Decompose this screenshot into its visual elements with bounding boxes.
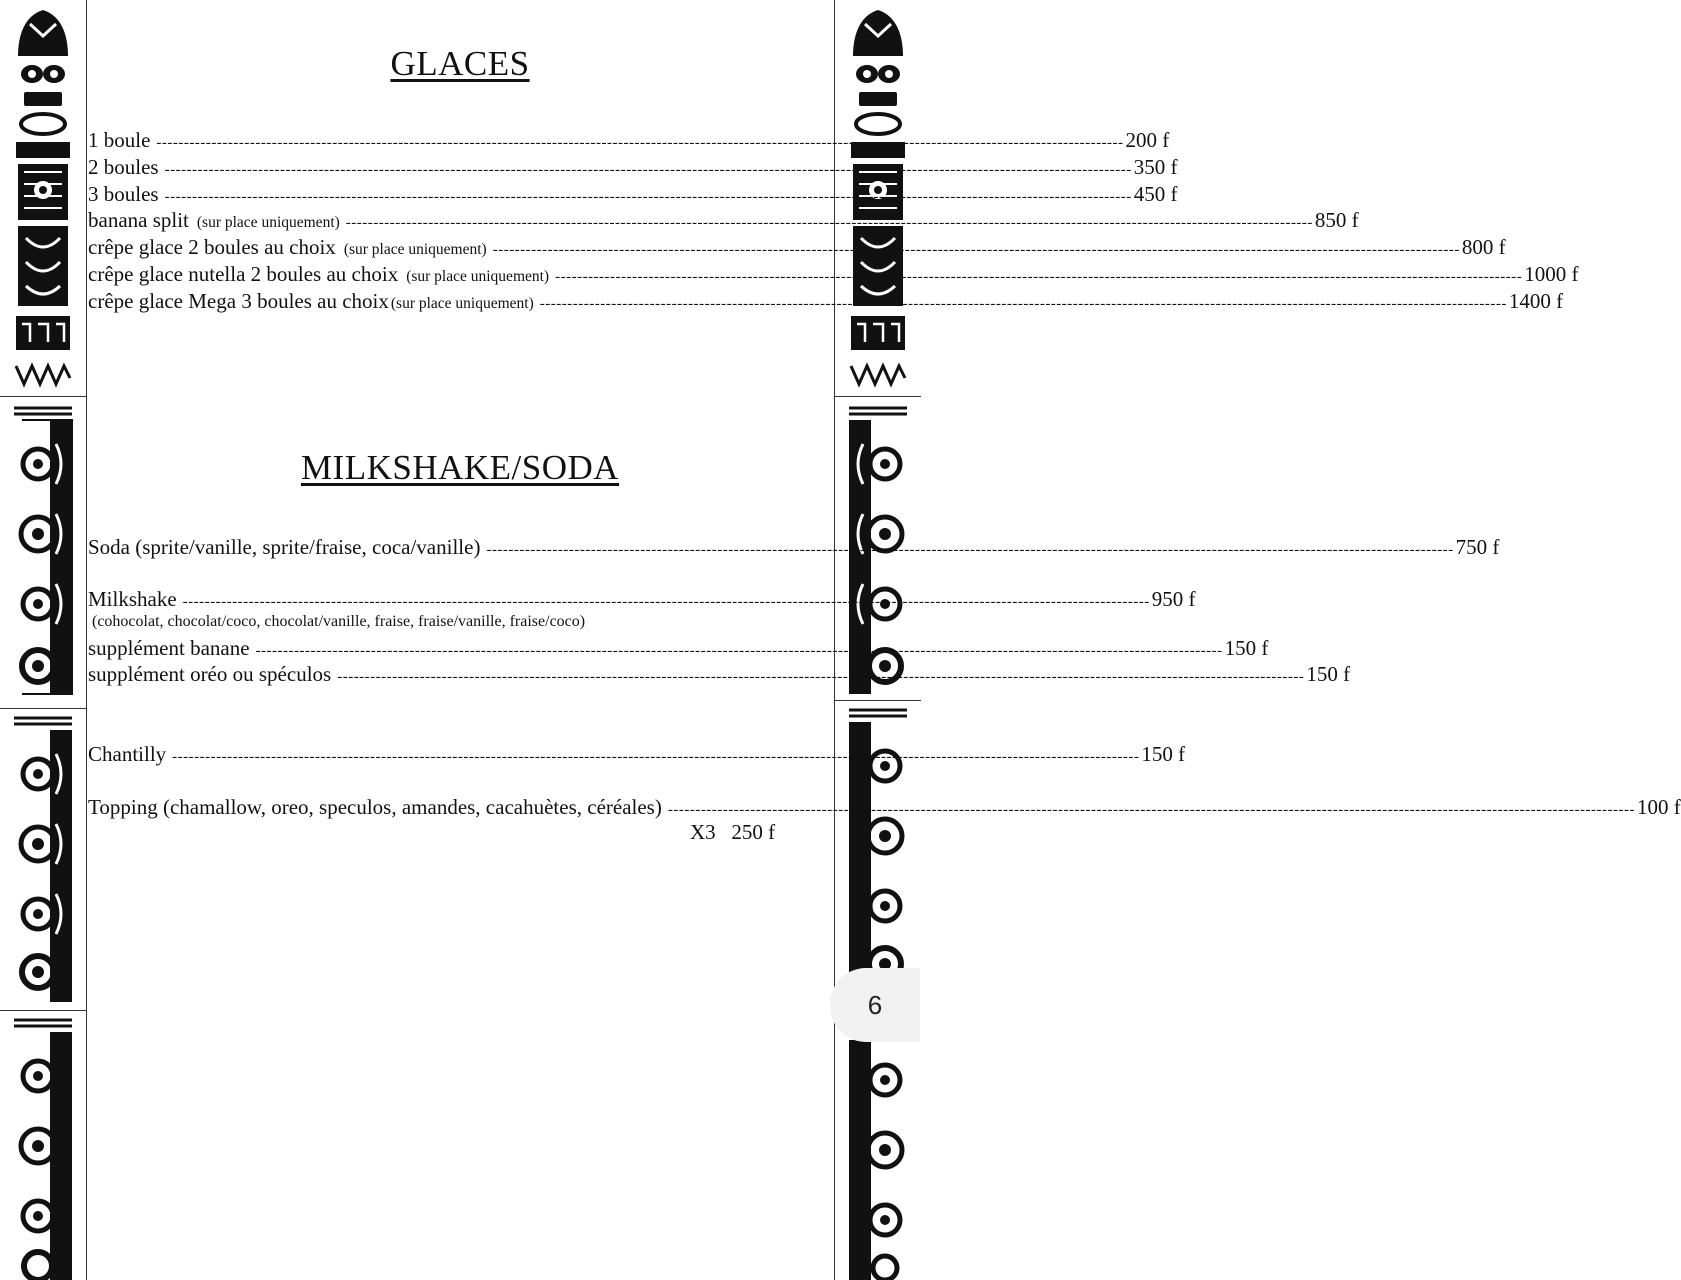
item-label: Topping (chamallow, oreo, speculos, amandes, cacahuètes, céréales) [88,795,662,819]
dot-leader: -------------------------------------------------------------------------------------------------------------------------------------------------------------------------------- [164,189,1132,205]
item-price: 1400 f [1508,289,1564,313]
item-label: 1 boule [88,128,151,152]
menu-item-topping [88,794,1681,823]
item-label: crêpe glace Mega 3 boules au choix [88,289,389,313]
dot-leader: -------------------------------------------------------------------------------------------------------------------------------------------------------------------------------- [172,749,1140,765]
item-price: 150 f [1141,742,1186,766]
dot-leader: -------------------------------------------------------------------------------------------------------------------------------------------------------------------------------- [156,135,1124,151]
dot-leader: -------------------------------------------------------------------------------------------------------------------------------------------------------------------------------- [667,802,1635,818]
item-price: 850 f [1314,208,1359,232]
spiral-pattern-icon [12,1016,74,1280]
item-label: Milkshake [88,587,177,611]
item-label: banana split [88,208,189,232]
dot-leader: -------------------------------------------------------------------------------------------------------------------------------------------------------------------------------- [164,162,1132,178]
dot-leader: -------------------------------------------------------------------------------------------------------------------------------------------------------------------------------- [345,215,1313,231]
spiral-pattern-icon [12,714,74,1006]
item-price: 750 f [1455,535,1500,559]
menu-item [88,207,1359,236]
topping-x3-price: X3 250 f [690,820,776,844]
item-label: 2 boules [88,155,159,179]
item-label: Soda (sprite/vanille, sprite/fraise, coca/vanille) [88,535,481,559]
item-price: 150 f [1224,636,1269,660]
dot-leader: -------------------------------------------------------------------------------------------------------------------------------------------------------------------------------- [337,669,1305,685]
item-note: (sur place uniquement) [196,214,340,231]
section-title-milkshake-soda: MILKSHAKE/SODA [300,448,620,487]
milkshake-flavors-note: (cohocolat, chocolat/coco, chocolat/vanille, fraise, fraise/vanille, fraise/coco) [92,613,586,630]
item-note: (sur place uniquement) [406,268,550,285]
item-label: crêpe glace 2 boules au choix [88,235,336,259]
menu-item-milkshake [88,586,1196,615]
item-price: 450 f [1133,182,1178,206]
left-decorative-border [0,0,87,1280]
menu-item [88,288,1564,317]
menu-item [88,234,1506,263]
page-number-badge[interactable] [830,968,920,1042]
item-label: crêpe glace nutella 2 boules au choix [88,262,399,286]
item-price: 350 f [1133,155,1178,179]
dot-leader: -------------------------------------------------------------------------------------------------------------------------------------------------------------------------------- [182,594,1150,610]
dot-leader: -------------------------------------------------------------------------------------------------------------------------------------------------------------------------------- [555,269,1523,285]
item-price: 1000 f [1524,262,1579,286]
dot-leader: -------------------------------------------------------------------------------------------------------------------------------------------------------------------------------- [492,242,1460,258]
page-number: 6 [867,989,883,1020]
spiral-pattern-icon [847,1040,909,1280]
dot-leader: -------------------------------------------------------------------------------------------------------------------------------------------------------------------------------- [255,643,1223,659]
item-note: (sur place uniquement) [390,295,534,312]
item-price: 950 f [1151,587,1196,611]
menu-item [88,181,1178,210]
menu-item [88,127,1170,156]
item-label: Chantilly [88,742,167,766]
item-label: 3 boules [88,182,159,206]
menu-item [88,261,1579,290]
item-note: (sur place uniquement) [343,241,487,258]
menu-item-soda [88,534,1500,563]
item-label: supplément banane [88,636,250,660]
dot-leader: -------------------------------------------------------------------------------------------------------------------------------------------------------------------------------- [486,542,1454,558]
section-title-glaces: GLACES [390,44,530,83]
item-price: 800 f [1461,235,1506,259]
item-label: supplément oréo ou spéculos [88,662,332,686]
item-price: 150 f [1306,662,1351,686]
menu-item [88,154,1178,183]
dot-leader: -------------------------------------------------------------------------------------------------------------------------------------------------------------------------------- [539,296,1507,312]
item-price: 100 f [1636,795,1681,819]
menu-item-chantilly [88,741,1186,770]
menu-item-supplement-oreo [88,661,1351,690]
item-price: 200 f [1125,128,1170,152]
menu-item-supplement-banane [88,635,1269,664]
